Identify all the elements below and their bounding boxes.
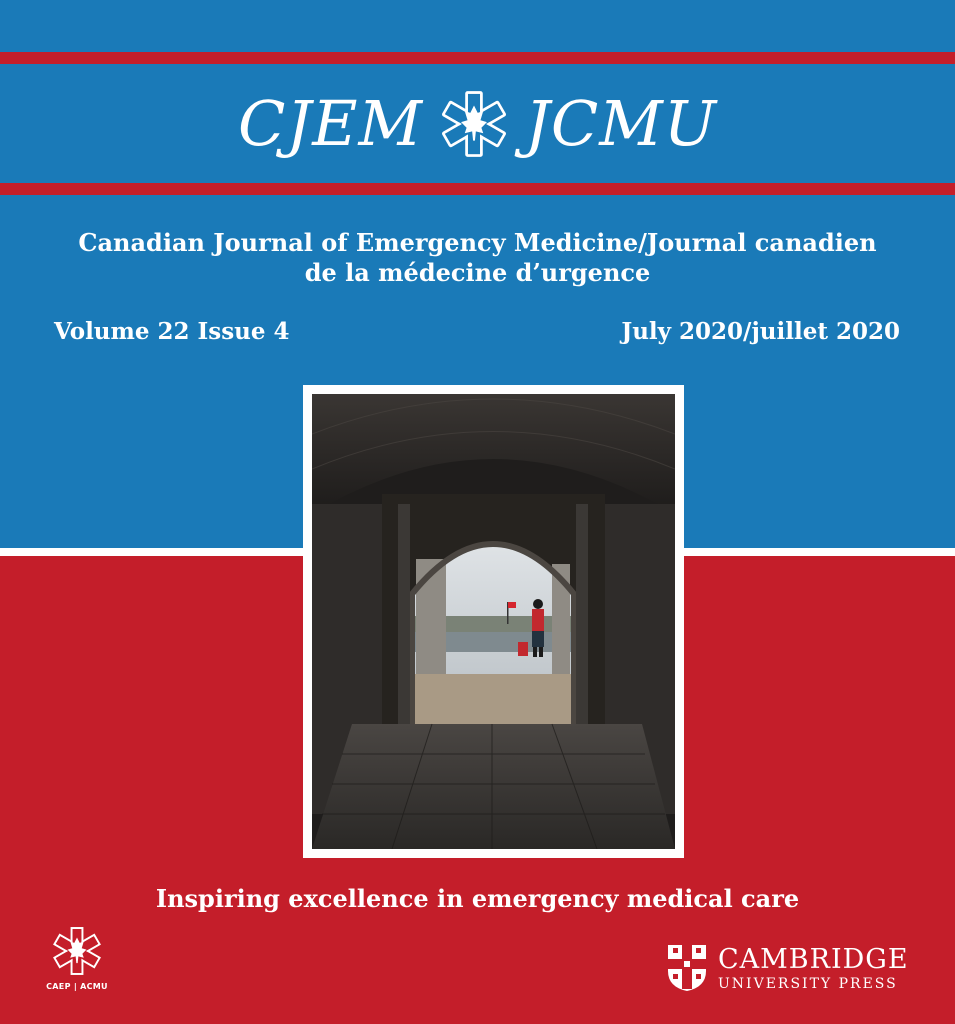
masthead bbox=[0, 72, 955, 176]
issue-date: July 2020/juillet 2020 bbox=[621, 318, 900, 345]
fortress-archway-photo bbox=[312, 394, 675, 849]
star-of-life-maple-leaf-icon bbox=[437, 87, 511, 161]
red-stripe-bottom bbox=[0, 183, 955, 195]
volume-issue: Volume 22 Issue 4 bbox=[54, 318, 290, 345]
publisher-sub: UNIVERSITY PRESS bbox=[718, 975, 898, 992]
masthead-left: CJEM bbox=[237, 87, 423, 160]
journal-title-line-1: Canadian Journal of Emergency Medicine/Journal canadien bbox=[78, 228, 877, 257]
caep-logo bbox=[44, 924, 110, 1014]
masthead-right: JCMU bbox=[525, 87, 718, 160]
caep-star-of-life-icon bbox=[50, 924, 104, 978]
red-stripe-top bbox=[0, 52, 955, 64]
journal-title-line-2: de la médecine d’urgence bbox=[304, 258, 651, 287]
cambridge-logo bbox=[666, 940, 909, 996]
journal-full-title bbox=[60, 228, 895, 288]
cover-photo-frame bbox=[303, 385, 684, 858]
cambridge-shield-icon bbox=[666, 943, 708, 993]
caep-label: CAEP | ACMU bbox=[46, 982, 108, 991]
publisher-name: CAMBRIDGE bbox=[718, 943, 909, 975]
tagline: Inspiring excellence in emergency medical care bbox=[155, 884, 800, 913]
